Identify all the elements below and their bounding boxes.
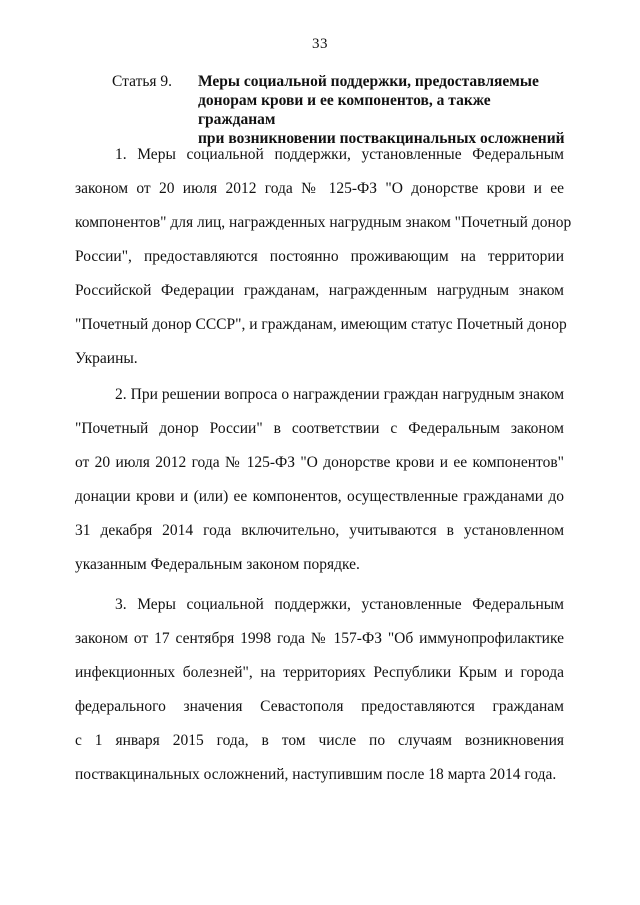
article-title-line: при возникновении поствакцинальных осложнений: [198, 130, 565, 147]
paragraph-line: с 1 января 2015 года, в том числе по случаям возникновения: [75, 732, 564, 749]
paragraph-line: 31 декабря 2014 года включительно, учитываются в установленном: [75, 522, 564, 539]
paragraph-line: федерального значения Севастополя предоставляются гражданам: [75, 698, 564, 715]
paragraph-line: компонентов" для лиц, награжденных нагрудным знаком "Почетный донор: [75, 214, 572, 231]
article-label: Статья 9.: [112, 73, 173, 90]
page-number: 33: [312, 36, 328, 52]
article-title-line: Меры социальной поддержки, предоставляемые: [198, 73, 539, 90]
paragraph-line: Российской Федерации гражданам, награжденным нагрудным знаком: [75, 282, 564, 299]
paragraph-line: "Почетный донор СССР", и гражданам, имеющим статус Почетный донор: [75, 316, 567, 333]
article-header: [112, 72, 572, 148]
paragraph-line: инфекционных болезней", на территориях Республики Крым и города: [75, 664, 564, 681]
paragraph-line: "Почетный донор России" в соответствии с Федеральным законом: [75, 420, 564, 437]
paragraph-line: 3. Меры социальной поддержки, установленные Федеральным: [115, 596, 564, 613]
paragraph-line: поствакцинальных осложнений, наступившим после 18 марта 2014 года.: [75, 766, 557, 783]
paragraph-line: 1. Меры социальной поддержки, установленные Федеральным: [115, 146, 564, 163]
paragraph-line: донации крови и (или) ее компонентов, осуществленные гражданами до: [75, 488, 564, 505]
paragraph-line: от 20 июля 2012 года № 125-ФЗ "О донорстве крови и ее компонентов": [75, 454, 564, 471]
article-title-line: донорам крови и ее компонентов, а также гражданам: [198, 92, 491, 128]
paragraph-line: Украины.: [75, 350, 138, 367]
paragraph-line: 2. При решении вопроса о награждении граждан нагрудным знаком: [115, 386, 564, 403]
paragraph-line: России", предоставляются постоянно проживающим на территории: [75, 248, 564, 265]
paragraph-line: указанным Федеральным законом порядке.: [75, 556, 360, 573]
paragraph-1: [75, 138, 572, 376]
paragraph-line: законом от 20 июля 2012 года № 125-ФЗ "О донорстве крови и ее: [75, 180, 564, 197]
article-title: [198, 72, 572, 148]
paragraph-2: [75, 378, 564, 582]
paragraph-3: [75, 588, 564, 792]
paragraph-line: законом от 17 сентября 1998 года № 157-ФЗ "Об иммунопрофилактике: [75, 630, 564, 647]
